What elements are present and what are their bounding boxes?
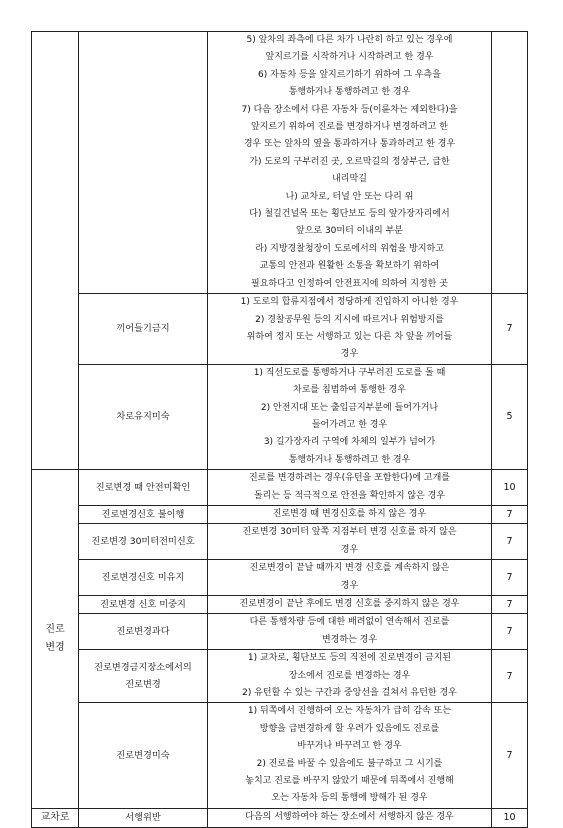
table-row: [32, 32, 528, 294]
item-description: [208, 364, 492, 469]
table-row: [32, 470, 528, 506]
description-line: 6) 자동차 등을 앞지르기하기 위하여 그 우측을: [258, 69, 441, 80]
description-line: 진로변경 30미터 앞쪽 지점부터 변경 신호를 하지 않은: [242, 527, 457, 538]
item-name: 진로변경 30미터전미신호: [79, 524, 208, 560]
penalty-table: [31, 31, 528, 828]
item-name: 진로변경미숙: [79, 703, 208, 808]
description-line: 나) 교차로, 터널 안 또는 다리 위: [285, 191, 414, 202]
points-cell: 7: [492, 560, 528, 596]
description-line: 차로를 침범하여 통행한 경우: [293, 385, 406, 396]
item-description: [208, 596, 492, 614]
table-row: [32, 808, 528, 827]
description-line: 1) 뒤쪽에서 진행하여 오는 자동차가 급히 감속 또는: [247, 706, 452, 717]
item-description: [208, 614, 492, 650]
points-cell: 7: [492, 650, 528, 703]
description-line: 가) 도로의 구부러진 곳, 오르막길의 정상부근, 급한: [249, 156, 450, 167]
description-line: 위하여 정지 또는 서행하고 있는 다른 차 앞을 끼어들: [246, 331, 453, 342]
description-line: 다) 철길건널목 또는 횡단보도 등의 앞가장자리에서: [249, 209, 450, 220]
item-description: [208, 505, 492, 523]
item-description: [208, 524, 492, 560]
description-line: 5) 앞차의 좌측에 다른 차가 나란히 하고 있는 경우에: [246, 35, 453, 45]
table-row: [32, 560, 528, 596]
item-description: [208, 650, 492, 703]
description-line: 2) 안전지대 또는 출입금지부분에 들어가거나: [260, 402, 439, 413]
points-cell: 10: [492, 808, 528, 827]
category-cell: [32, 32, 79, 470]
description-line: 진로변경이 끝날 때까지 변경 신호를 계속하지 않은: [249, 563, 450, 574]
description-line: 다른 통행차량 등에 대한 배려없이 연속해서 진로를: [249, 617, 450, 628]
description-line: 경우 또는 앞차의 옆을 통과하거나 통과하려고 한 경우: [243, 139, 456, 150]
item-description: [208, 32, 492, 294]
description-line: 3) 길가장자리 구역에 차체의 일부가 넘어가: [263, 437, 436, 448]
item-name: 진로변경신호 불이행: [79, 505, 208, 523]
table-row: [32, 524, 528, 560]
description-line: 교통의 안전과 원활한 소통을 확보하기 위하여: [259, 261, 440, 272]
points-cell: 7: [492, 294, 528, 365]
description-line: 바꾸거나 바꾸려고 한 경우: [297, 741, 402, 752]
item-name: 차로유지미숙: [79, 364, 208, 469]
description-line: 진로변경이 끝난 후에도 변경 신호를 중지하지 않은 경우: [239, 599, 460, 609]
item-name: [79, 32, 208, 294]
points-cell: 7: [492, 703, 528, 808]
category-cell: 교차로: [32, 808, 79, 827]
description-line: 2) 경찰공무원 등의 지시에 따르거나 위험방지를: [255, 314, 444, 325]
description-line: 1) 교차로, 횡단보도 등의 직전에 진로변경이 금지된: [247, 653, 452, 664]
item-name: 진로변경금지장소에서의 진로변경: [79, 650, 208, 703]
description-line: 라) 지방경찰청장이 도로에서의 위험을 방지하고: [255, 243, 444, 254]
description-line: 오는 자동차 등의 통행에 방해가 된 경우: [271, 793, 428, 804]
points-cell: 5: [492, 364, 528, 469]
item-name: 서행위반: [79, 808, 208, 827]
category-cell: 진로 변경: [32, 470, 79, 809]
description-line: 변경하는 경우: [321, 634, 378, 645]
description-line: 방향을 급변경하게 할 우려가 있음에도 진로를: [259, 723, 440, 734]
description-line: 경우: [340, 580, 359, 591]
description-line: 1) 직선도로를 통행하거나 구부러진 도로를 돌 때: [253, 367, 446, 378]
points-cell: 7: [492, 524, 528, 560]
description-line: 1) 도로의 합류지점에서 정당하게 진입하지 아니한 경우: [240, 297, 459, 308]
description-line: 장소에서 진로를 변경하는 경우: [288, 670, 411, 681]
table-row: [32, 364, 528, 469]
item-name: 진로변경 때 안전미확인: [79, 470, 208, 506]
points-cell: 7: [492, 505, 528, 523]
description-line: 들어가려고 한 경우: [311, 419, 388, 430]
points-cell: 10: [492, 470, 528, 506]
description-line: 돌리는 등 적극적으로 안전을 확인하지 않은 경우: [253, 490, 446, 501]
item-name: 진로변경과다: [79, 614, 208, 650]
description-line: 진로를 변경하려는 경우(유턴을 포함한다)에 고개를: [248, 473, 451, 484]
description-line: 필요하다고 인정하여 안전표지에 의하여 지정한 곳: [251, 278, 448, 289]
table-row: [32, 505, 528, 523]
description-line: 2) 유턴할 수 있는 구간과 중앙선을 걸쳐서 유턴한 경우: [242, 688, 457, 699]
description-line: 진로변경 때 변경신호를 하지 않은 경우: [272, 508, 427, 519]
description-line: 앞지르기를 시작하거나 시작하려고 한 경우: [265, 52, 434, 63]
item-description: [208, 703, 492, 808]
item-description: [208, 808, 492, 827]
table-row: [32, 614, 528, 650]
description-line: 2) 진로를 바꿀 수 있음에도 불구하고 그 시기를: [256, 758, 443, 769]
points-cell: 7: [492, 614, 528, 650]
description-line: 경우: [340, 544, 359, 555]
item-name: 진로변경신호 미유지: [79, 560, 208, 596]
description-line: 앞으로 30미터 이내의 부분: [296, 226, 403, 237]
table-row: [32, 294, 528, 365]
item-description: [208, 470, 492, 506]
description-line: 놓치고 진로를 바꾸지 않았기 때문에 뒤쪽에서 진행해: [245, 776, 454, 787]
description-line: 7) 다음 장소에서 다른 자동차 등(이륜차는 제외한다)을: [241, 104, 458, 115]
description-line: 앞지르기 위하여 진로를 변경하거나 변경하려고 한: [251, 122, 448, 133]
item-description: [208, 294, 492, 365]
table-row: [32, 596, 528, 614]
description-line: 다음의 서행하여야 하는 장소에서 서행하지 않은 경우: [245, 812, 454, 823]
description-line: 경우: [340, 349, 359, 360]
item-name: 끼어들기금지: [79, 294, 208, 365]
description-line: 통행하거나 통행하려고 한 경우: [288, 454, 411, 465]
points-cell: [492, 32, 528, 294]
table-row: [32, 703, 528, 808]
item-description: [208, 560, 492, 596]
description-line: 내리막길: [332, 174, 367, 185]
item-name: 진로변경 신호 미중지: [79, 596, 208, 614]
points-cell: 7: [492, 596, 528, 614]
table-row: [32, 650, 528, 703]
description-line: 통행하거나 통행하려고 한 경우: [288, 87, 411, 98]
